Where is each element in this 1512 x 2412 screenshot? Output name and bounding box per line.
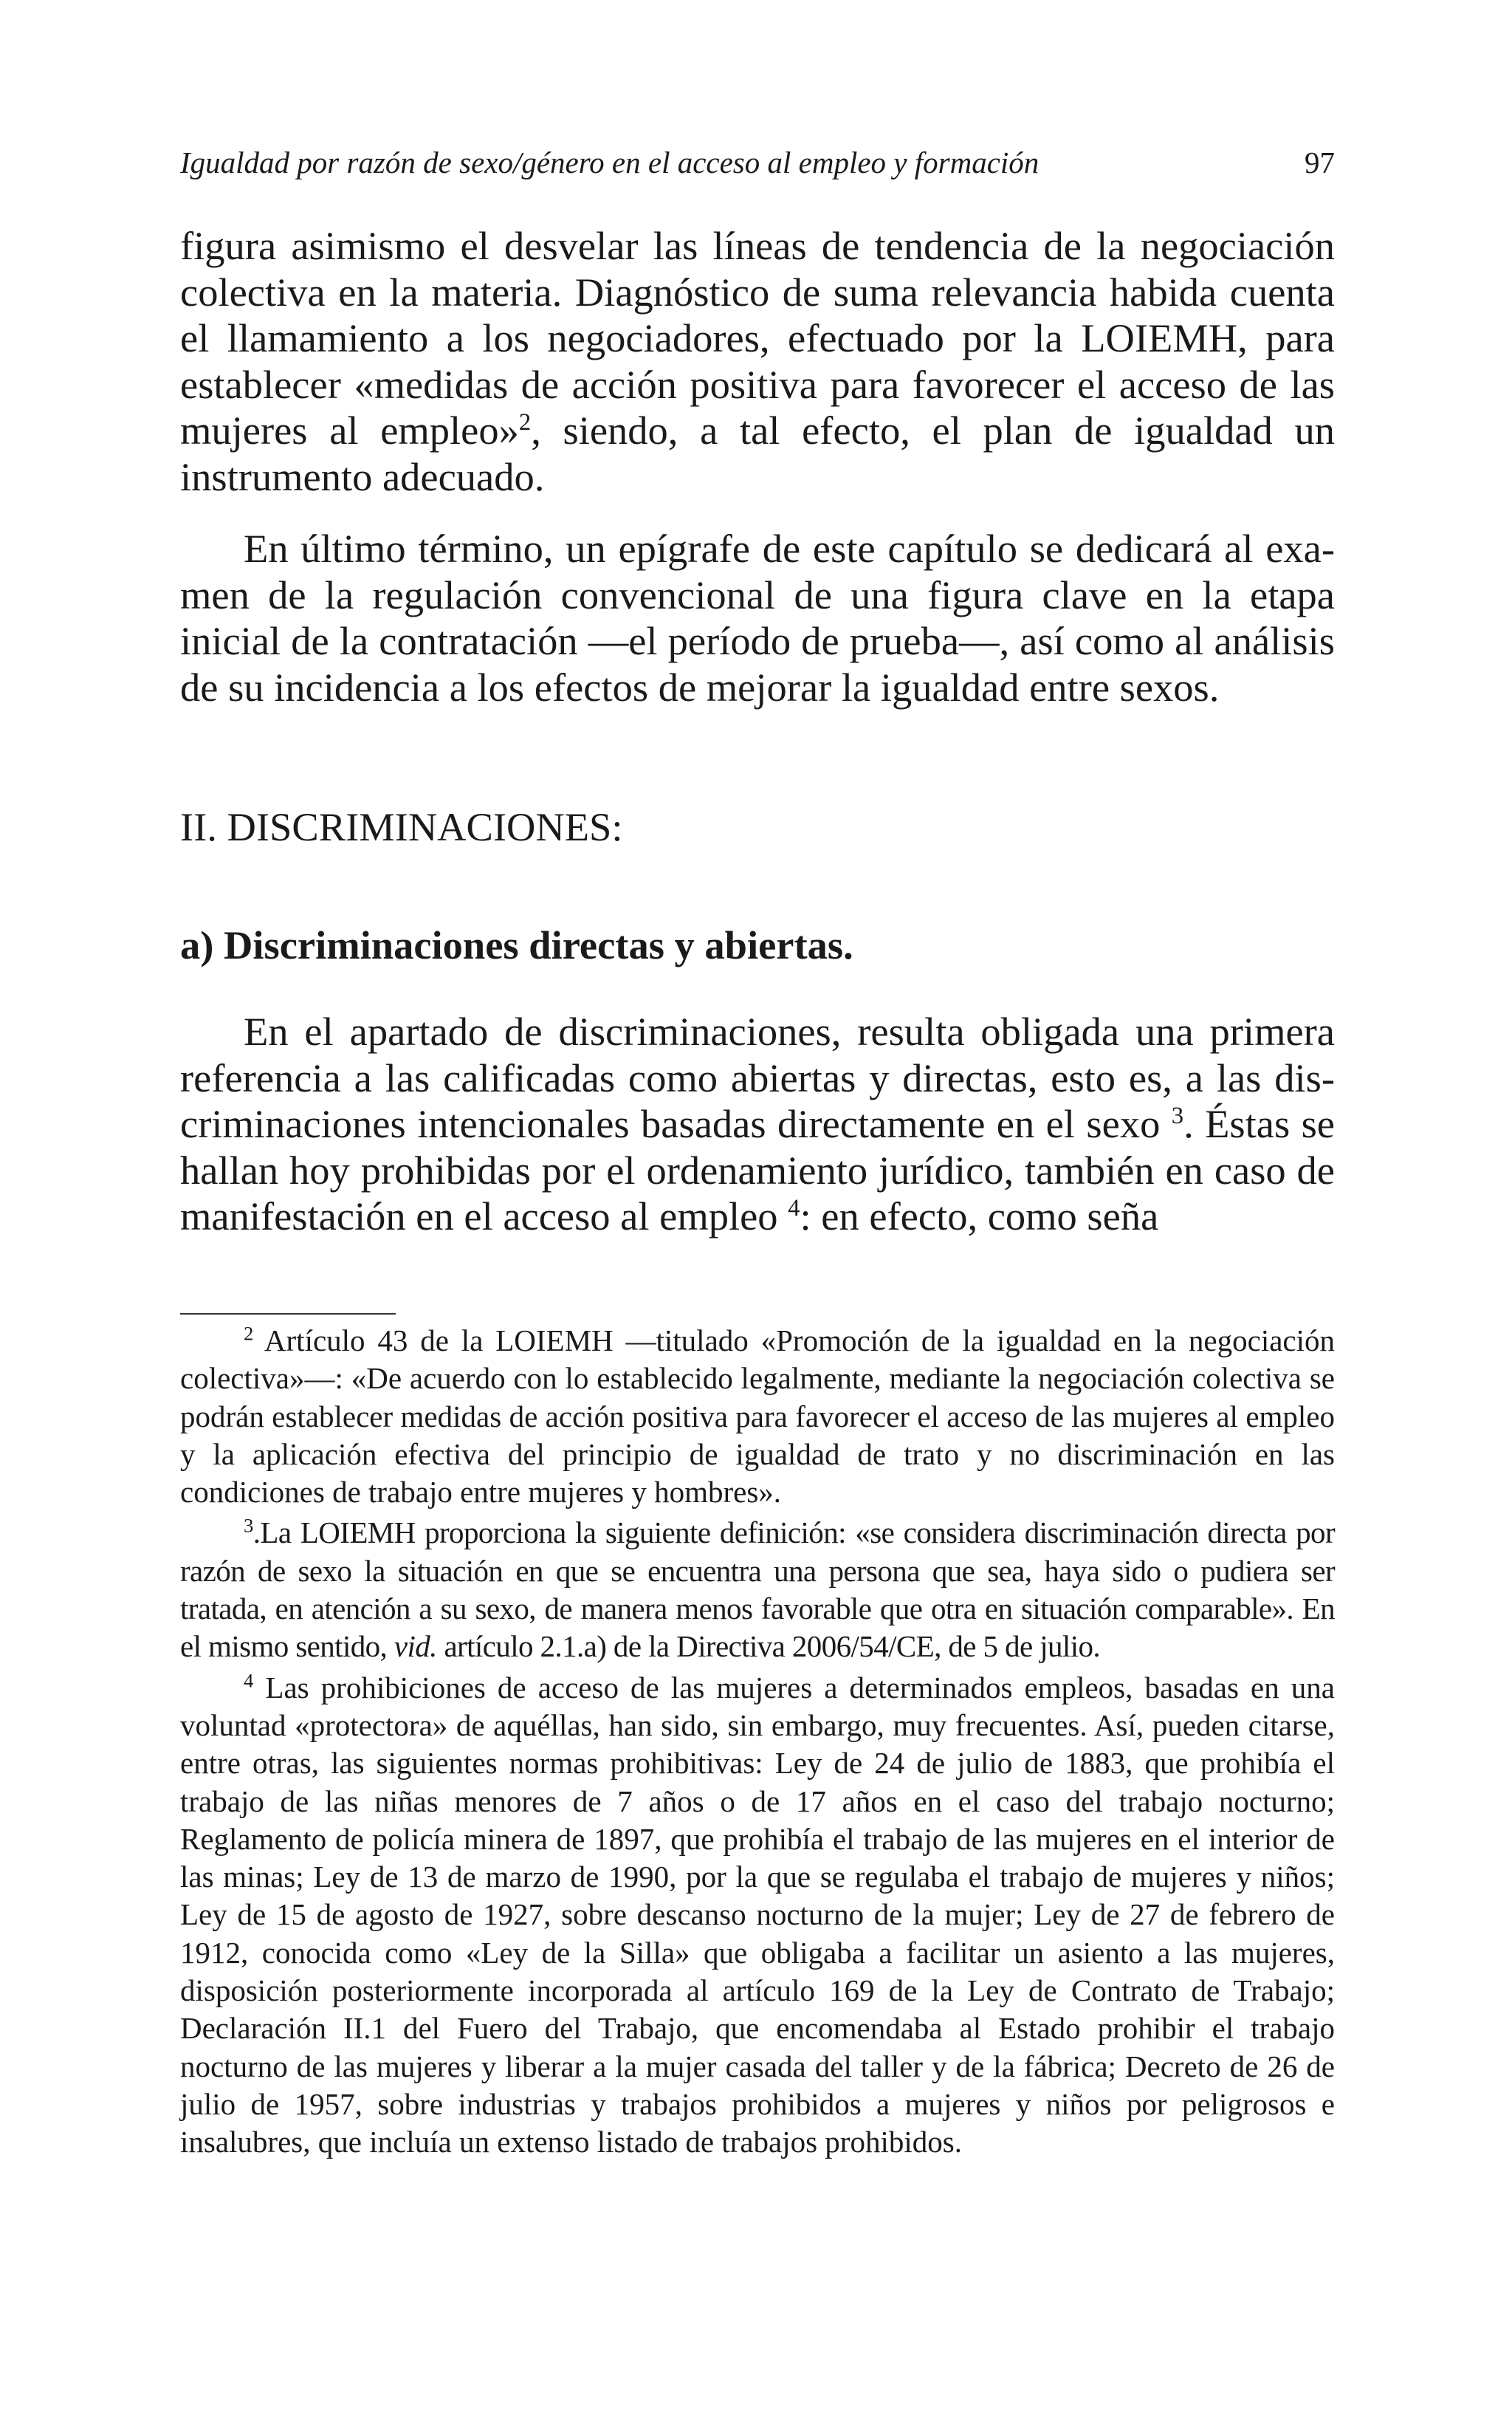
subsection-heading: a) Discriminaciones directas y abiertas. xyxy=(180,922,853,967)
footnote-4-text: Las prohibiciones de acceso de las mujeres a determinados empleos, basadas en una voluntad «protectora» de aquéllas, han sido, sin embargo, muy frecuentes. Así, pueden citarse, entre otras, las siguientes normas prohibitivas: Ley de 24 de julio de 1883, que prohibía el trabajo de las niñas menores de 7 años o de 17 años en el caso del trabajo nocturno; Reglamento de policía minera de 1897, que prohibía el trabajo de las mujeres en el interior de las minas; Ley de 13 de marzo de 1990, por la que se regulaba el trabajo de mujeres y niños; Ley de 15 de agosto de 1927, sobre descanso nocturno de la mujer; Ley de 27 de febrero de 1912, conocida como «Ley de la Silla» que obligaba a facilitar un asiento a las mujeres, disposición posteriormente incorporada al artículo 169 de la Ley de Contrato de Trabajo; Declaración II.1 del Fuero del Trabajo, que encomendaba al Estado prohibir el trabajo nocturno de las mujeres y liberar a la mujer casada del taller y de la fábrica; Decreto de 26 de julio de 1957, sobre industrias y trabajos prohibidos a mujeres y niños por peligrosos e insalubres, que incluía un extenso listado de trabajos prohibidos. xyxy=(180,1670,1335,2159)
footnote-3-number: 3 xyxy=(244,1514,253,1537)
footnotes xyxy=(180,1322,1335,2165)
page-number: 97 xyxy=(1305,145,1335,179)
footnote-3-text-b: artículo 2.1.a) de la Directiva 2006/54/CE, de 5 de julio. xyxy=(436,1629,1101,1664)
section-heading: II. DISCRIMINACIONES: xyxy=(180,804,623,849)
footnote-separator xyxy=(180,1313,396,1315)
running-header-title: Igualdad por razón de sexo/género en el acceso al empleo y formación xyxy=(180,145,1040,179)
paragraph-3-text-c: : en efecto, como seña xyxy=(800,1193,1159,1238)
paragraph-3-text-a: En el apartado de discriminaciones, resulta obligada una primera referencia a las calificadas como abiertas y directas, esto es, a las discriminaciones intencionales basadas directamente en el sexo xyxy=(180,1009,1335,1146)
running-header xyxy=(180,140,1335,185)
paragraph-3-text-b: . Éstas se hallan hoy prohibidas por el ordenamiento jurídico, también en caso de manifestación en el acceso al empleo xyxy=(180,1101,1335,1238)
paragraph-2-text: En último término, un epígrafe de este capítulo se dedicará al examen de la regulación convencional de una figura clave en la etapa inicial de la contratación —el período de prueba—, así como al análisis de su incidencia a los efectos de mejorar la igualdad entre sexos. xyxy=(180,526,1335,710)
footnote-ref-3: 3 xyxy=(1171,1102,1184,1129)
footnote-ref-2: 2 xyxy=(518,408,532,436)
footnote-2 xyxy=(180,1322,1335,1511)
paragraph-1-text-a: figura asimismo el desvelar las líneas de tendencia de la negociación colectiva en la materia. Diagnóstico de suma relevancia habida cuenta el llamamiento a los negociadores, efectuado por la LOIEMH, para establecer «medidas de acción positiva para favorecer el acceso de las mujeres al empleo» xyxy=(180,223,1335,453)
footnote-3 xyxy=(180,1514,1335,1665)
footnote-3-text-a: .La LOIEMH proporciona la siguiente definición: «se considera discriminación directa por razón de sexo la situación en que se encuentra una persona que sea, haya sido o pudiera ser tratada, en atención a su sexo, de manera menos favorable que otra en situación comparable». En el mismo sentido, xyxy=(180,1515,1335,1664)
paragraph-1-text-b: , siendo, a tal efecto, el plan de igualdad un instrumento adecuado. xyxy=(180,408,1335,499)
paragraph-1 xyxy=(180,223,1335,500)
footnote-4 xyxy=(180,1669,1335,2162)
paragraph-3 xyxy=(180,1009,1335,1240)
footnote-4-number: 4 xyxy=(244,1669,254,1692)
footnote-3-italic: vid. xyxy=(394,1629,437,1664)
footnote-2-text: Artículo 43 de la LOIEMH —titulado «Promoción de la igualdad en la negociación colectiva»—: «De acuerdo con lo establecido legalmente, mediante la negociación colectiva se podrán establecer medidas de acción positiva para favorecer el acceso de las mujeres al empleo y la aplicación efectiva del principio de igualdad de trato y no discriminación en las condiciones de trabajo entre mujeres y hombres». xyxy=(180,1323,1335,1510)
paragraph-2 xyxy=(180,526,1335,710)
footnote-ref-4: 4 xyxy=(788,1194,800,1222)
footnote-2-number: 2 xyxy=(244,1322,254,1345)
